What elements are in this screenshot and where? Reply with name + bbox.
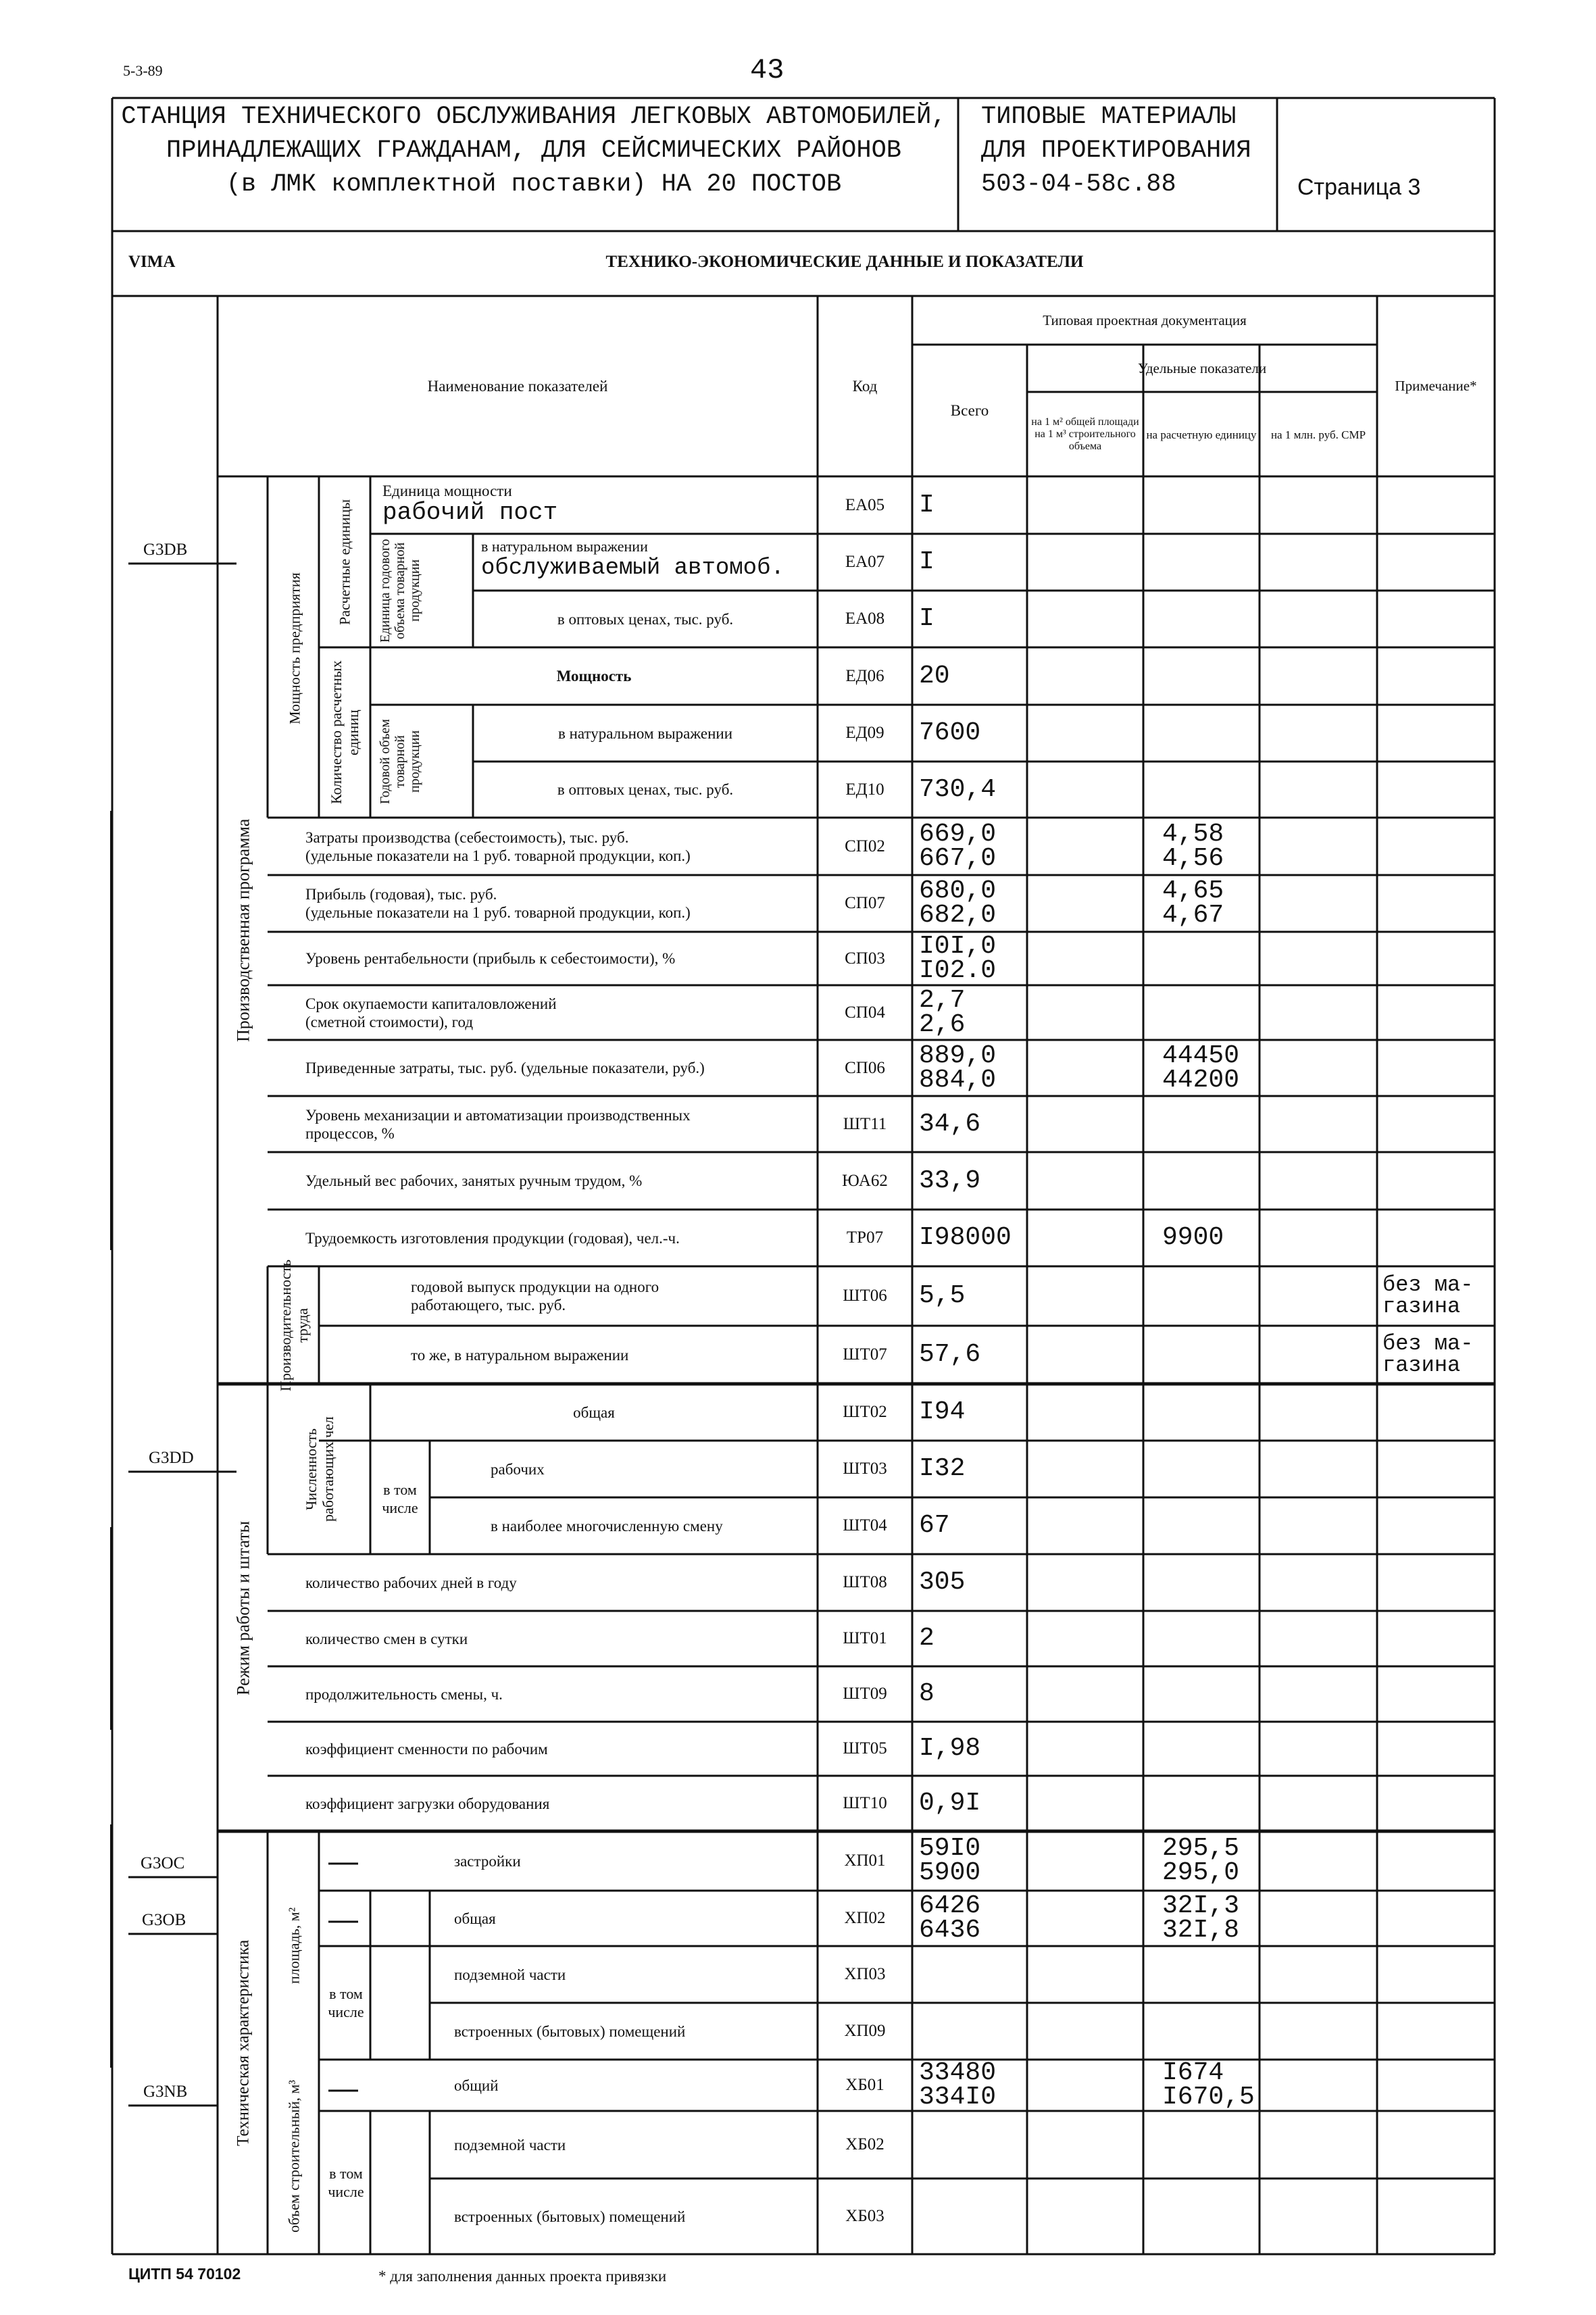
total-value: I,98 [919,1734,981,1763]
total-value-2: 6436 [919,1916,981,1945]
series-line-2: ДЛЯ ПРОЕКТИРОВАНИЯ [981,136,1251,165]
total-value: 67 [919,1511,950,1540]
row-label-ea05: Единица мощности [382,482,512,499]
total-cell [919,932,1024,985]
row-label-khp03: подземной части [454,1966,566,1983]
row-label-sp07-line2: (удельные показатели на 1 руб. товарной продукции, коп.) [305,904,691,921]
total-value: 20 [919,661,950,691]
total-cell [919,476,1024,534]
per-unit-value: 4,58 [1162,819,1224,849]
group-production-program: Производственная программа [233,818,253,1042]
section-code: VIMA [128,253,176,271]
code-cell: ШТ03 [843,1460,887,1478]
row-label-sht03: рабочих [491,1460,545,1478]
per-unit-cell [1162,2060,1257,2111]
per-unit-value: I674 [1162,2058,1224,2087]
code-cell: ЕД09 [845,724,884,742]
total-cell [919,1266,1024,1326]
total-value: 305 [919,1568,966,1597]
title-line-2: ПРИНАДЛЕЖАЩИХ ГРАЖДАНАМ, ДЛЯ СЕЙСМИЧЕСКИХ РАЙОНОВ [166,136,901,165]
row-label-sp04-line1: Срок окупаемости капиталовложений [305,995,557,1012]
total-cell [919,2060,1024,2111]
row-label-sht01: количество смен в сутки [305,1630,468,1647]
code-cell: СП03 [845,949,885,968]
total-value: 7600 [919,718,981,747]
series-line-1: ТИПОВЫЕ МАТЕРИАЛЫ [981,103,1237,131]
total-cell [919,1152,1024,1210]
per-unit-cell [1162,1831,1257,1891]
total-value: 57,6 [919,1340,981,1369]
row-label-ed09: в натуральном выражении [557,724,733,742]
margin-code-g3ob: G3OB [142,1911,186,1929]
row-label-sp04-line2: (сметной стоимости), год [305,1013,474,1030]
row-label-tr07: Трудоемкость изготовления продукции (годовая), чел.-ч. [305,1229,680,1247]
table-title: ТЕХНИКО-ЭКОНОМИЧЕСКИЕ ДАННЫЕ И ПОКАЗАТЕЛИ [605,253,1084,271]
doc-number: 5-3-89 [123,62,163,79]
row-label-sp02-line1: Затраты производства (себестоимость), тыс. руб. [305,828,629,846]
code-cell: ЮА62 [842,1171,888,1190]
total-value: I [919,604,934,633]
code-cell: ШТ04 [843,1516,887,1535]
code-cell: ХБ01 [845,2076,884,2094]
row-label-sp06: Приведенные затраты, тыс. руб. (удельные показатели, руб.) [305,1060,705,1076]
code-cell: ЕА07 [845,553,885,571]
col-header-note: Примечание* [1395,378,1477,394]
col-header-per-m2: на 1 м² общей площади на 1 м³ строительного объема [1031,416,1139,452]
row-label-sht10: коэффициент загрузки оборудования [305,1795,550,1812]
code-cell: ХП09 [844,2022,886,2040]
margin-code-g3oc: G3OC [141,1854,185,1872]
code-cell: ШТ05 [843,1739,887,1758]
title-line-1: СТАНЦИЯ ТЕХНИЧЕСКОГО ОБСЛУЖИВАНИЯ ЛЕГКОВЫХ АВТОМОБИЛЕЙ, [121,103,947,131]
total-cell [919,1666,1024,1722]
total-value-2: 884,0 [919,1065,997,1095]
row-label-sht08: количество рабочих дней в году [305,1574,517,1591]
including-headcount: в том числе [382,1481,418,1516]
per-unit-value: 44450 [1162,1041,1240,1070]
per-unit-cell [1162,1891,1257,1946]
total-cell [919,818,1024,875]
note-cell [1382,1326,1493,1384]
total-value: I32 [919,1454,966,1483]
row-label [382,482,557,526]
group-area: площадь, м² [285,1907,303,1984]
note-line-1: без ма- [1382,1272,1474,1297]
per-unit-value: 295,5 [1162,1834,1240,1863]
total-value: 33,9 [919,1166,981,1195]
code-cell: ШТ01 [843,1629,887,1647]
row-label-sht05: коэффициент сменности по рабочим [305,1740,548,1758]
col-header-per-mln: на 1 млн. руб. СМР [1270,428,1366,441]
total-cell [919,1096,1024,1152]
total-cell [919,1831,1024,1891]
code-cell: ХБ03 [845,2207,884,2225]
per-unit-cell [1162,875,1257,932]
code-cell: ХП02 [844,1909,886,1927]
row-label-sp02-line2: (удельные показатели на 1 руб. товарной продукции, коп.) [305,847,691,864]
row-label [481,538,784,581]
row-label-sht06-line2: работающего, тыс. руб. [411,1297,566,1314]
col-header-per-unit: на расчетную единицу [1146,428,1257,441]
row-label-sp04 [305,985,816,1040]
total-cell [919,1384,1024,1441]
total-value: 59I0 [919,1834,981,1863]
row-label-khp01: застройки [454,1852,521,1870]
code-cell: ТР07 [846,1228,884,1247]
group-annual-output: Годовой объем товарной продукции [378,719,422,804]
page-label: Страница 3 [1297,174,1421,200]
row-label-sht07: то же, в натуральном выражении [411,1346,629,1364]
code-cell: СП04 [845,1003,885,1022]
total-value: 8 [919,1679,934,1708]
total-value: 0,9I [919,1789,981,1818]
code-cell: СП07 [845,894,885,912]
group-calc-units: Расчетные единицы [336,499,353,626]
code-cell: ШТ10 [843,1794,887,1812]
code-cell: СП06 [845,1058,885,1077]
total-cell [919,1497,1024,1554]
per-unit-value-2: I670,5 [1162,2083,1255,2112]
row-label-sp02 [305,818,816,875]
per-unit-cell [1162,1210,1257,1266]
row-label2-ea05: рабочий пост [382,499,558,526]
per-unit-value: 4,65 [1162,876,1224,905]
code-cell: ШТ09 [843,1685,887,1703]
per-unit-value-2: 4,56 [1162,843,1224,873]
total-cell [919,875,1024,932]
row-label-khb02: подземной части [454,2136,566,2154]
row-label-sht09: продолжительность смены, ч. [305,1685,503,1703]
total-value: 6426 [919,1891,981,1920]
page-number: 43 [750,54,784,86]
row-label-sht02: общая [573,1403,615,1421]
total-value-2: 682,0 [919,901,997,930]
total-cell [919,1891,1024,1946]
total-value: 34,6 [919,1109,981,1139]
total-cell [919,762,1024,818]
code-cell: ШТ11 [843,1114,887,1133]
including-volume: в том числе [328,2165,364,2200]
code-cell: ХП01 [844,1851,886,1870]
total-cell [919,705,1024,762]
total-value: I98000 [919,1223,1012,1252]
total-value: 730,4 [919,774,997,804]
per-unit-cell [1162,1040,1257,1096]
total-cell [919,1611,1024,1666]
code-cell: ШТ08 [843,1573,887,1591]
total-cell [919,1326,1024,1384]
margin-code-g3nb: G3NB [143,2083,188,2101]
row-label-ed06: Мощность [556,668,632,684]
total-value-2: 5900 [919,1858,981,1887]
row-label-khp02: общая [454,1910,496,1927]
row-label-sp07 [305,875,816,932]
total-cell [919,591,1024,647]
total-value: 680,0 [919,876,997,905]
row-label-khp09: встроенных (бытовых) помещений [454,2022,686,2040]
total-value: I94 [919,1397,966,1426]
code-cell: ЕА05 [845,495,885,514]
total-cell [919,647,1024,705]
row-label-khb03: встроенных (бытовых) помещений [454,2208,686,2225]
group-labor-productivity: Производительность труда [277,1259,311,1391]
row-label-sht11-line1: Уровень механизации и автоматизации производственных [305,1106,691,1124]
col-header-typical-docs: Типовая проектная документация [1043,312,1247,328]
code-cell: СП02 [845,837,885,855]
group-headcount: Численность работающих чел [303,1416,336,1522]
row-label-khb01: общий [454,2076,499,2094]
total-value: 2,7 [919,985,966,1015]
per-unit-value-2: 44200 [1162,1065,1240,1095]
row-label-sht06 [411,1266,816,1326]
including-area: в том числе [328,1985,364,2020]
total-value: I [919,490,934,520]
per-unit-value-2: 32I,8 [1162,1916,1240,1945]
group-tech-spec: Техническая характеристика [234,1939,253,2146]
note-line-2: газина [1382,1294,1461,1319]
row-label-sht06-line1: годовой выпуск продукции на одного [411,1278,659,1295]
group-volume: объем строительный, м³ [285,2080,303,2233]
code-cell: ШТ07 [843,1345,887,1364]
series-line-3: 503-04-58с.88 [981,170,1176,199]
footer-left: ЦИТП 54 70102 [128,2265,241,2283]
per-unit-value-2: 295,0 [1162,1858,1240,1887]
code-cell: ЕД06 [845,666,884,685]
total-cell [919,1210,1024,1266]
footnote: * для заполнения данных проекта привязки [378,2268,667,2285]
row-label-sp07-line1: Прибыль (годовая), тыс. руб. [305,886,497,903]
total-value: 889,0 [919,1041,997,1070]
total-value-2: 334I0 [919,2083,997,2112]
per-unit-value: 32I,3 [1162,1891,1240,1920]
group-enterprise-capacity: Мощность предприятия [286,572,303,725]
row-label-sht04: в наиболее многочисленную смену [491,1517,723,1535]
total-value: 33480 [919,2058,997,2087]
code-cell: ЕД10 [845,780,884,799]
total-cell [919,1776,1024,1831]
row-label-sht11-line2: процессов, % [305,1124,395,1142]
margin-code-g3dd: G3DD [149,1449,194,1467]
code-cell: ШТ02 [843,1403,887,1421]
row-label-yua62: Удельный вес рабочих, занятых ручным трудом, % [305,1172,643,1189]
total-value: 669,0 [919,819,997,849]
total-value: 2 [919,1624,934,1653]
title-line-3: (в ЛМК комплектной поставки) НА 20 ПОСТОВ [226,170,842,199]
total-value: 5,5 [919,1281,966,1310]
row-label-ed10: в оптовых ценах, тыс. руб. [557,781,734,798]
total-cell [919,1040,1024,1096]
col-header-name: Наименование показателей [427,378,608,395]
code-cell: ХБ02 [845,2135,884,2154]
col-header-specific: Удельные показатели [1137,359,1267,376]
col-header-code: Код [852,378,878,395]
total-cell [919,534,1024,591]
row-label-sht11 [305,1096,816,1152]
group-calc-units-count: Количество расчетных единиц [328,660,361,805]
row-label-ea08: в оптовых ценах, тыс. руб. [557,610,734,628]
margin-code-g3db: G3DB [143,541,188,559]
row-label2-ea07: обслуживаемый автомоб. [481,555,784,581]
row-label-ea07: в натуральном выражении [481,538,648,555]
total-value-2: 667,0 [919,843,997,873]
group-annual-output-unit: Единица годового объема товарной продукции [378,539,422,643]
note-line-1: без ма- [1382,1331,1474,1356]
total-cell [919,1722,1024,1776]
total-value: I [919,547,934,576]
code-cell: ШТ06 [843,1287,887,1305]
per-unit-value: 9900 [1162,1223,1224,1252]
total-cell [919,1554,1024,1611]
total-value: I0I,0 [919,931,997,961]
total-cell [919,1441,1024,1497]
group-work-mode: Режим работы и штаты [233,1520,253,1696]
code-cell: ЕА08 [845,609,885,628]
note-line-2: газина [1382,1353,1461,1378]
row-label-sp03: Уровень рентабельности (прибыль к себестоимости), % [305,950,676,967]
per-unit-value-2: 4,67 [1162,901,1224,930]
col-header-total: Всего [950,402,989,419]
total-value-2: I02.0 [919,955,997,985]
code-cell: ХП03 [844,1965,886,1983]
total-value-2: 2,6 [919,1010,966,1039]
per-unit-cell [1162,818,1257,875]
note-cell [1382,1266,1493,1326]
total-cell [919,985,1024,1040]
